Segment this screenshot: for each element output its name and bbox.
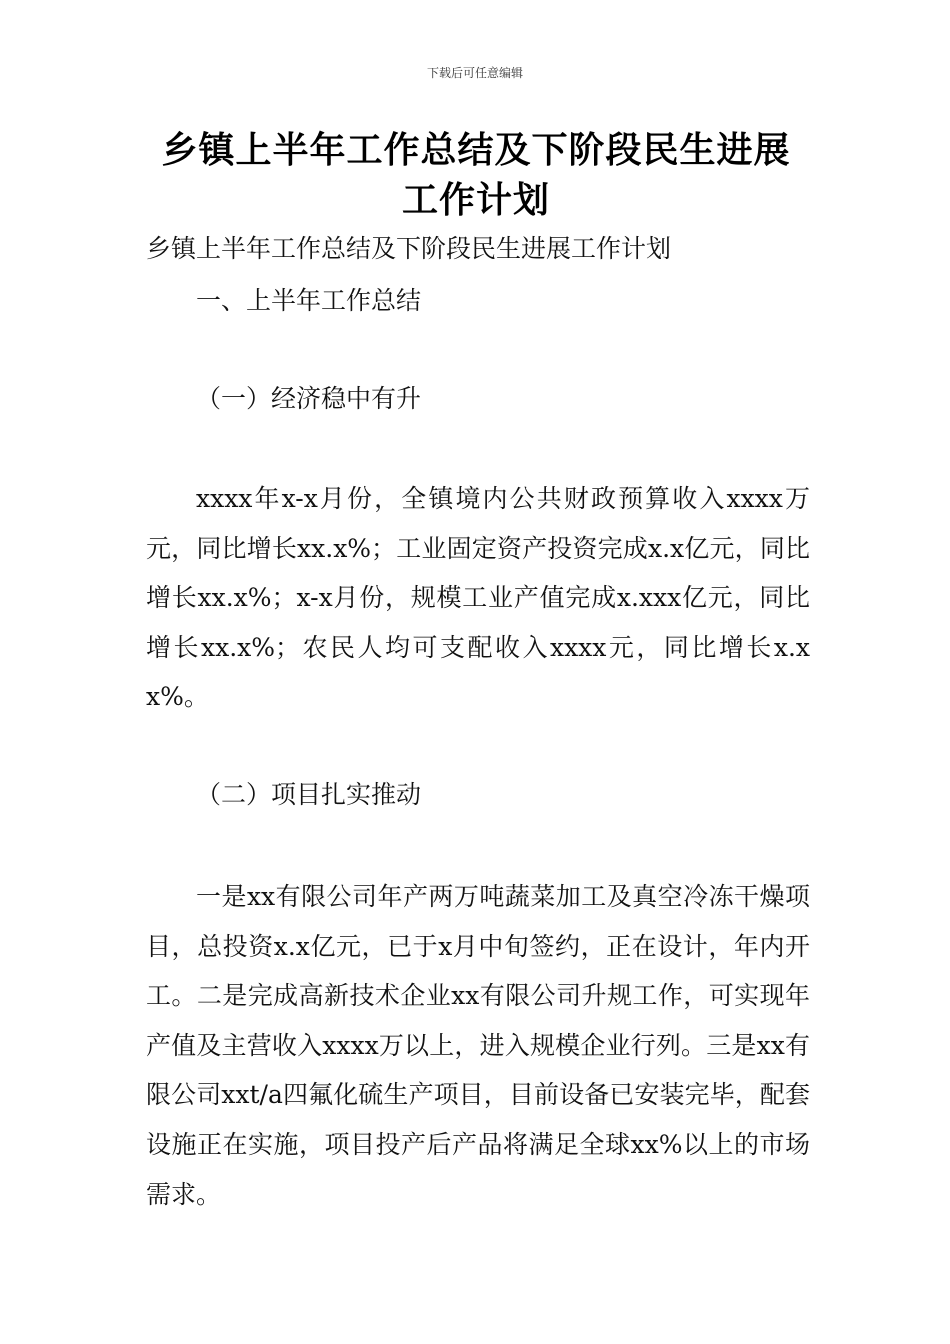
section-heading-first-half-summary: 一、上半年工作总结 — [196, 286, 422, 315]
paragraph-projects: 一是xx有限公司年产两万吨蔬菜加工及真空冷冻干燥项目，总投资x.x亿元，已于x月中旬签约，正在设计，年内开工。二是完成高新技术企业xx有限公司升规工作，可实现年产值及主营收入xxxx万以上，进入规模企业行列。三是xx有限公司xxt/a四氟化硫生产项目，目前设备已安装完毕，配套设施正在实施，项目投产后产品将满足全球xx%以上的市场需求。 — [146, 882, 810, 1209]
subsection-heading-economy: （一）经济稳中有升 — [196, 384, 422, 413]
header-note: 下载后可任意编辑 — [426, 66, 523, 80]
subsection-heading-projects: （二）项目扎实推动 — [196, 780, 422, 809]
document-title: 乡镇上半年工作总结及下阶段民生进展工作计划 — [161, 130, 791, 221]
paragraph-economy: xxxx年x-x月份，全镇境内公共财政预算收入xxxx万元，同比增长xx.x%；工业固定资产投资完成x.x亿元，同比增长xx.x%；x-x月份，规模工业产值完成x.xxx亿元，同比增长xx.x%；农民人均可支配收入xxxx元，同比增长x.xx%。 — [146, 484, 810, 712]
document-subtitle: 乡镇上半年工作总结及下阶段民生进展工作计划 — [146, 234, 672, 263]
